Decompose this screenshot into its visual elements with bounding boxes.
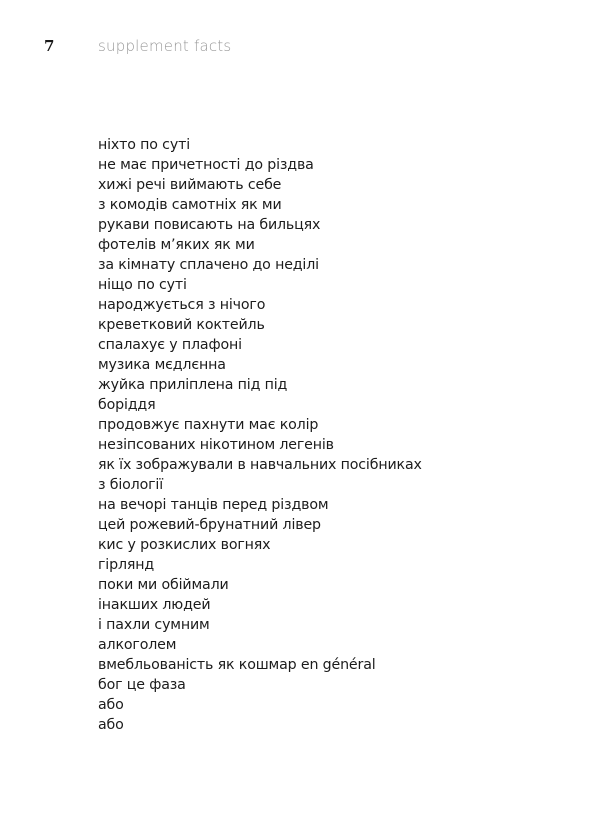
- poem-line: жуйка приліплена під під: [98, 377, 288, 393]
- poem-line: не має причетності до різдва: [98, 157, 314, 173]
- poem-line: гірлянд: [98, 557, 155, 573]
- poem-line: незіпсованих нікотином легенів: [98, 437, 334, 453]
- poem-line: креветковий коктейль: [98, 317, 265, 333]
- poem-line: продовжує пахнути має колір: [98, 417, 319, 433]
- poem-body: [98, 135, 422, 735]
- page-header: [44, 37, 231, 59]
- poem-line: кис у розкислих вогнях: [98, 537, 271, 553]
- poem-line: або: [98, 697, 124, 713]
- running-title: supplement facts: [98, 37, 232, 55]
- poem-line: хижі речі виймають себе: [98, 177, 282, 193]
- poem-line: ніщо по суті: [98, 277, 187, 293]
- poem-line: цей рожевий-брунатний лівер: [98, 517, 321, 533]
- poem-line: бог це фаза: [98, 677, 186, 693]
- poem-line: як їх зображували в навчальних посібниках: [98, 457, 422, 473]
- poem-line: спалахує у плафоні: [98, 337, 242, 353]
- poem-line: інакших людей: [98, 597, 211, 613]
- poem-line: рукави повисають на бильцях: [98, 217, 321, 233]
- poem-line: і пахли сумним: [98, 617, 210, 633]
- poem-line: на вечорі танців перед різдвом: [98, 497, 329, 513]
- poem-line: поки ми обіймали: [98, 577, 229, 593]
- poem-line: народжується з нічого: [98, 297, 266, 313]
- poem-line: боріддя: [98, 397, 156, 413]
- poem-line: з біології: [98, 477, 164, 493]
- poem-line: за кімнату сплачено до неділі: [98, 257, 319, 273]
- poem-line: з комодів самотніх як ми: [98, 197, 282, 213]
- poem-line: вмебльованість як кошмар en général: [98, 657, 376, 673]
- poem-line: алкоголем: [98, 637, 177, 653]
- poem-line: або: [98, 717, 124, 733]
- poem-line: ніхто по суті: [98, 137, 190, 153]
- page-number: 7: [44, 37, 55, 55]
- poem-line: фотелів м’яких як ми: [98, 237, 255, 253]
- poem-line: музика мєдлєнна: [98, 357, 226, 373]
